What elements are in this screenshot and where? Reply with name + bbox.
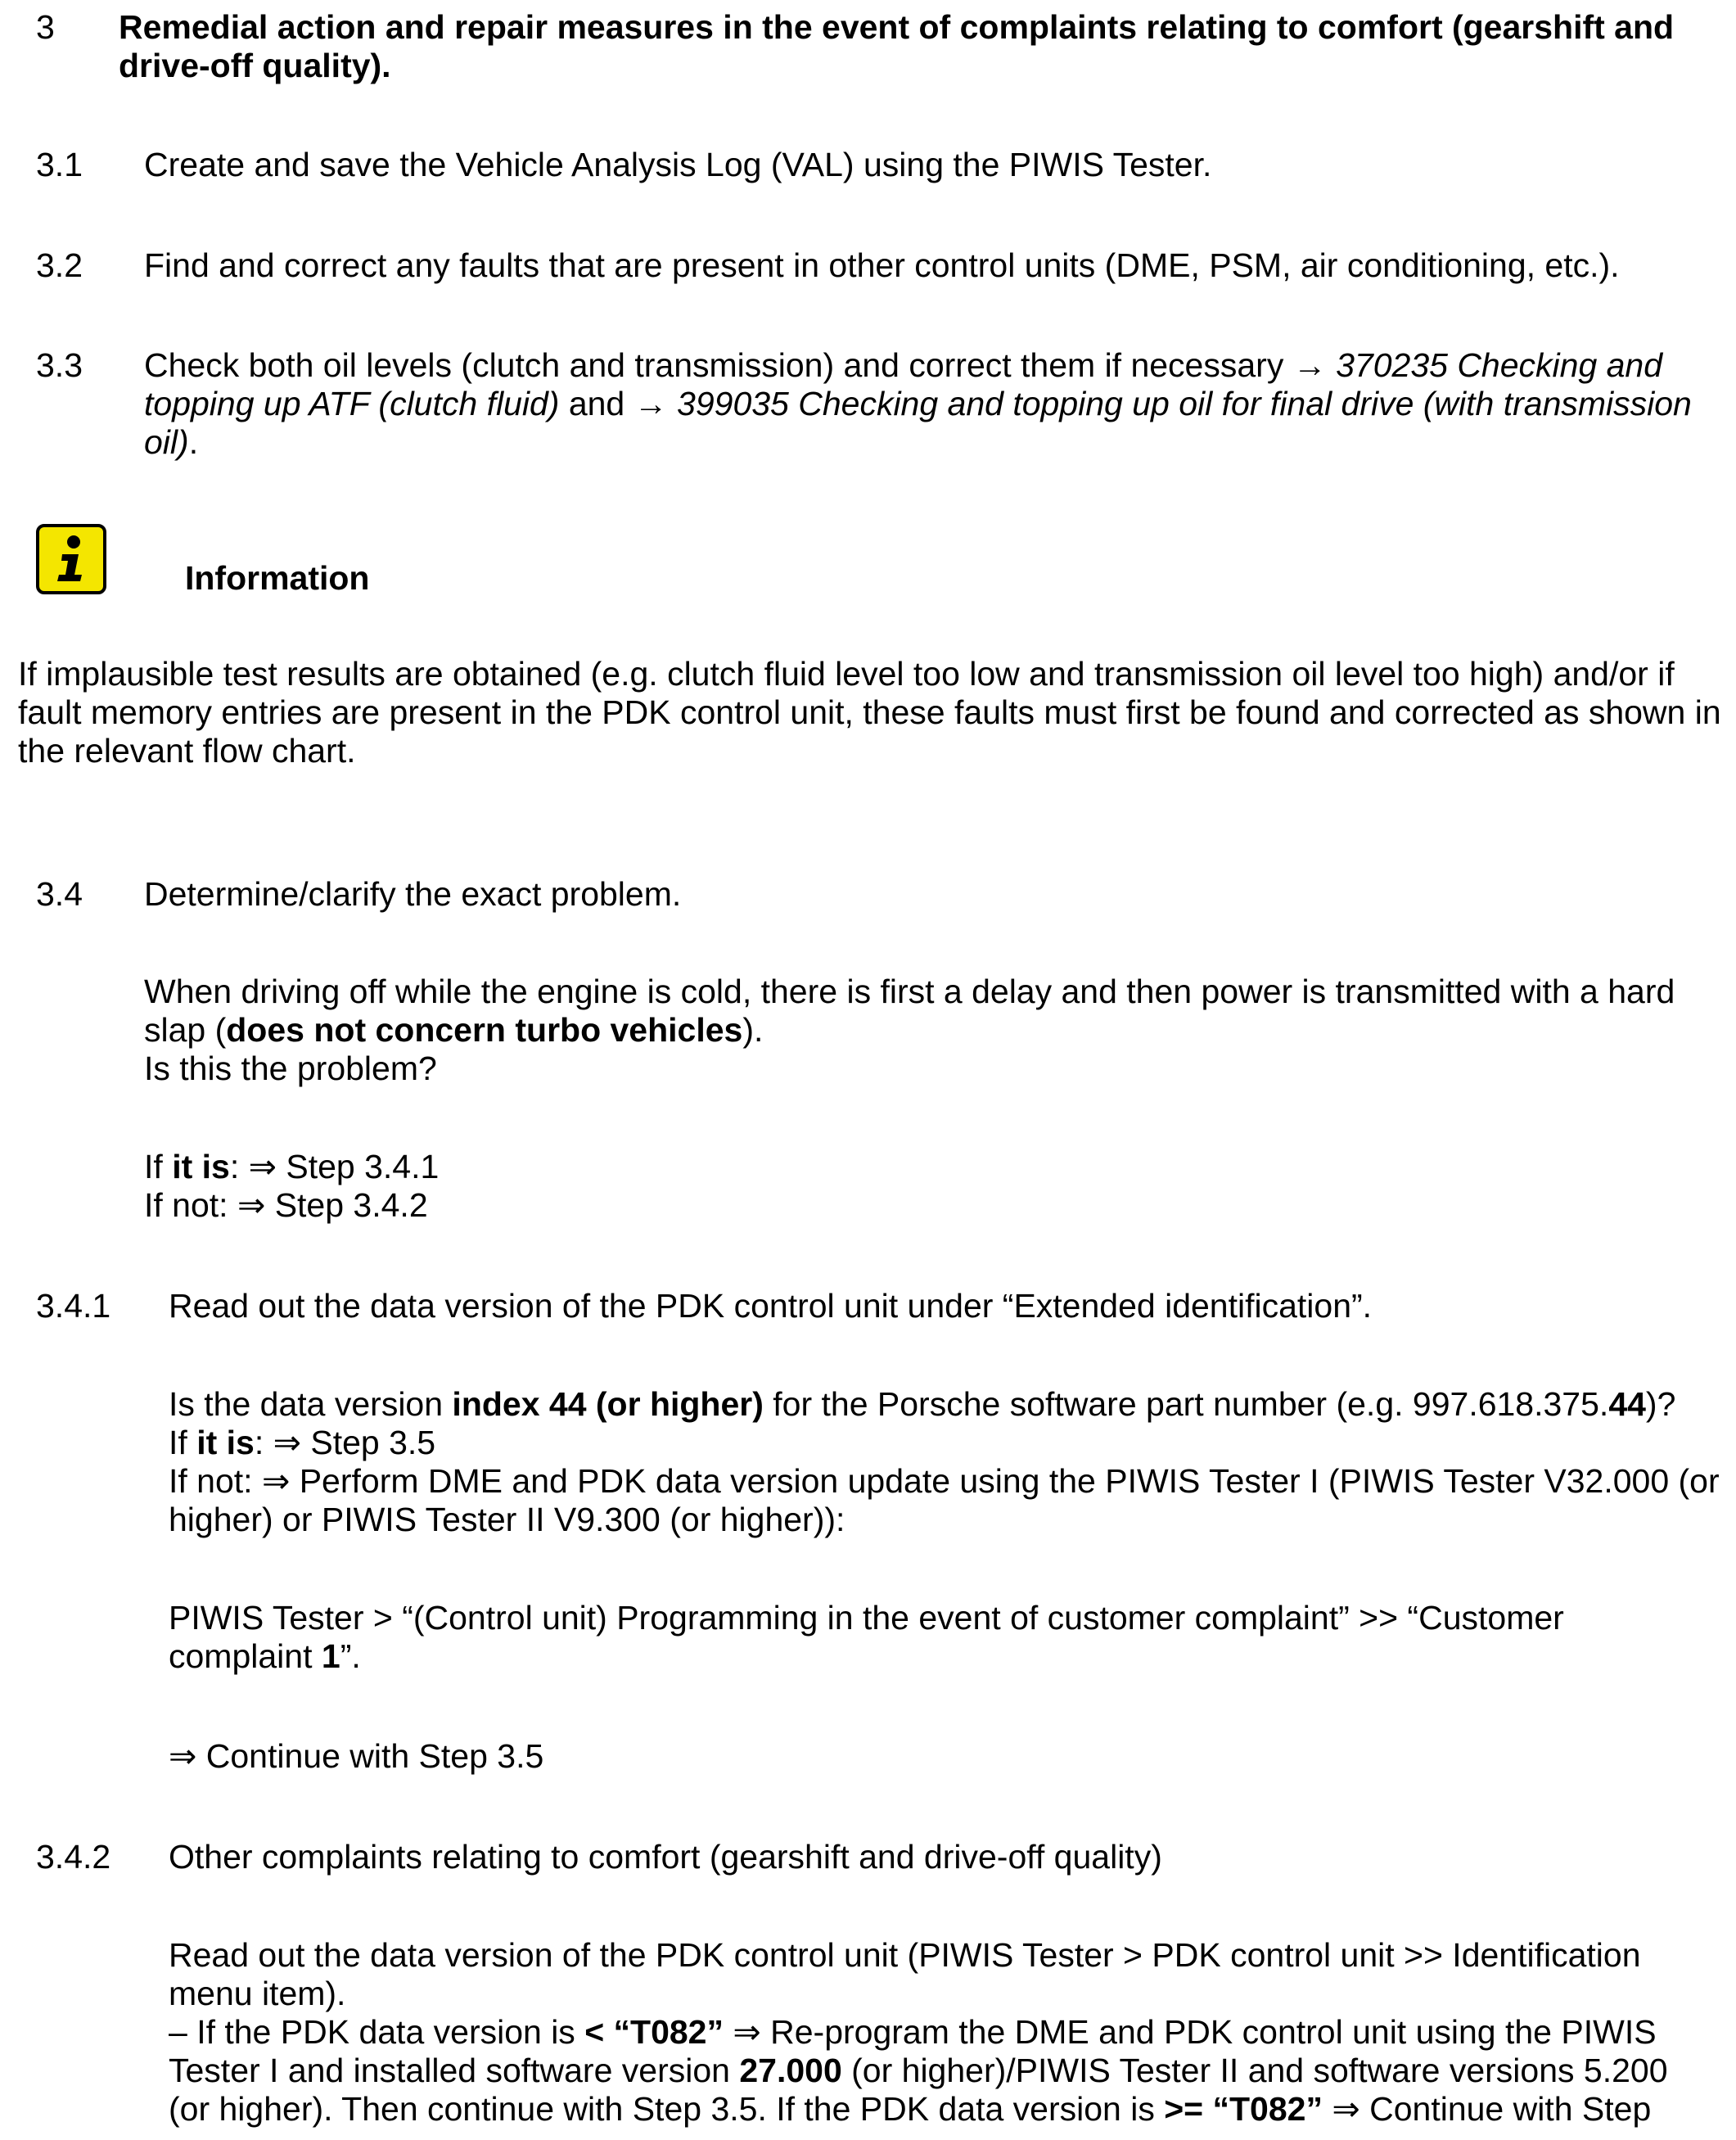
step-3-4-1-question: Is the data version index 44 (or higher) for the Porsche software part number (e.g. 997.618.375.44)? [169, 1385, 1676, 1423]
step-3-4-1-text: Read out the data version of the PDK control unit under “Extended identification”. [169, 1287, 1373, 1325]
reference-link-399035: 399035 Checking and topping up oil for final drive (with transmission oil) [144, 385, 1692, 461]
step-3-4-2-number: 3.4.2 [36, 1838, 111, 1876]
step-3-3-number: 3.3 [36, 346, 83, 384]
step-3-3-text: Check both oil levels (clutch and transmission) and correct them if necessary → 370235 Checking and topping up ATF (clutch fluid) and → 399035 Checking and topping up oil for final drive (with transmission oil). [144, 346, 1692, 461]
step-3-4-question: Is this the problem? [144, 1050, 437, 1087]
step-3-2-text: Find and correct any faults that are present in other control units (DME, PSM, air conditioning, etc.). [144, 246, 1620, 284]
section-3-number: 3 [36, 8, 55, 46]
step-3-4-problem-description: When driving off while the engine is cold, there is first a delay and then power is transmitted with a hard slap (does not concern turbo vehicles). [144, 973, 1675, 1049]
step-3-4-1-menu-path: PIWIS Tester > “(Control unit) Programming in the event of customer complaint” >> “Customer complaint 1”. [169, 1599, 1564, 1675]
step-3-4-1-if-not: If not: ⇒ Perform DME and PDK data version update using the PIWIS Tester I (PIWIS Tester V32.000 (or higher) or PIWIS Tester II V9.300 (or higher)): [169, 1462, 1720, 1538]
step-3-4-1-if-yes: If it is: ⇒ Step 3.5 [169, 1424, 436, 1461]
step-3-4-1-continue: ⇒ Continue with Step 3.5 [169, 1737, 544, 1775]
section-3-title: Remedial action and repair measures in the event of complaints relating to comfort (gearshift and drive-off quality). [119, 8, 1675, 84]
step-3-4-2-data-version-check: – If the PDK data version is < “T082” ⇒ Re-program the DME and PDK control unit using the PIWIS Tester I and installed software version 27.000 (or higher)/PIWIS Tester II and software versions 5.200 (or higher). Then continue with Step 3.5. If the PDK data version is >= “T082” ⇒ Continue with Step [169, 2013, 1668, 2128]
step-3-4-number: 3.4 [36, 875, 83, 913]
step-3-4-2-text: Other complaints relating to comfort (gearshift and drive-off quality) [169, 1838, 1162, 1876]
step-3-1-number: 3.1 [36, 146, 83, 183]
step-3-4-text: Determine/clarify the exact problem. [144, 875, 682, 913]
information-heading: Information [185, 559, 370, 597]
step-3-4-if-not: If not: ⇒ Step 3.4.2 [144, 1186, 428, 1224]
step-3-2-number: 3.2 [36, 246, 83, 284]
info-icon [36, 524, 106, 594]
information-text: If implausible test results are obtained (e.g. clutch fluid level too low and transmission oil level too high) and/or if fault memory entries are present in the PDK control unit, these faults must first be found and corrected as shown in the relevant flow chart. [18, 655, 1721, 770]
step-3-4-2-instruction: Read out the data version of the PDK control unit (PIWIS Tester > PDK control unit >> Identification menu item). [169, 1936, 1641, 2012]
step-3-4-1-number: 3.4.1 [36, 1287, 111, 1325]
step-3-1-text: Create and save the Vehicle Analysis Log (VAL) using the PIWIS Tester. [144, 146, 1212, 183]
reference-link-370235: 370235 Checking and topping up ATF (clutch fluid) [144, 346, 1663, 422]
step-3-4-if-yes: If it is: ⇒ Step 3.4.1 [144, 1148, 440, 1185]
